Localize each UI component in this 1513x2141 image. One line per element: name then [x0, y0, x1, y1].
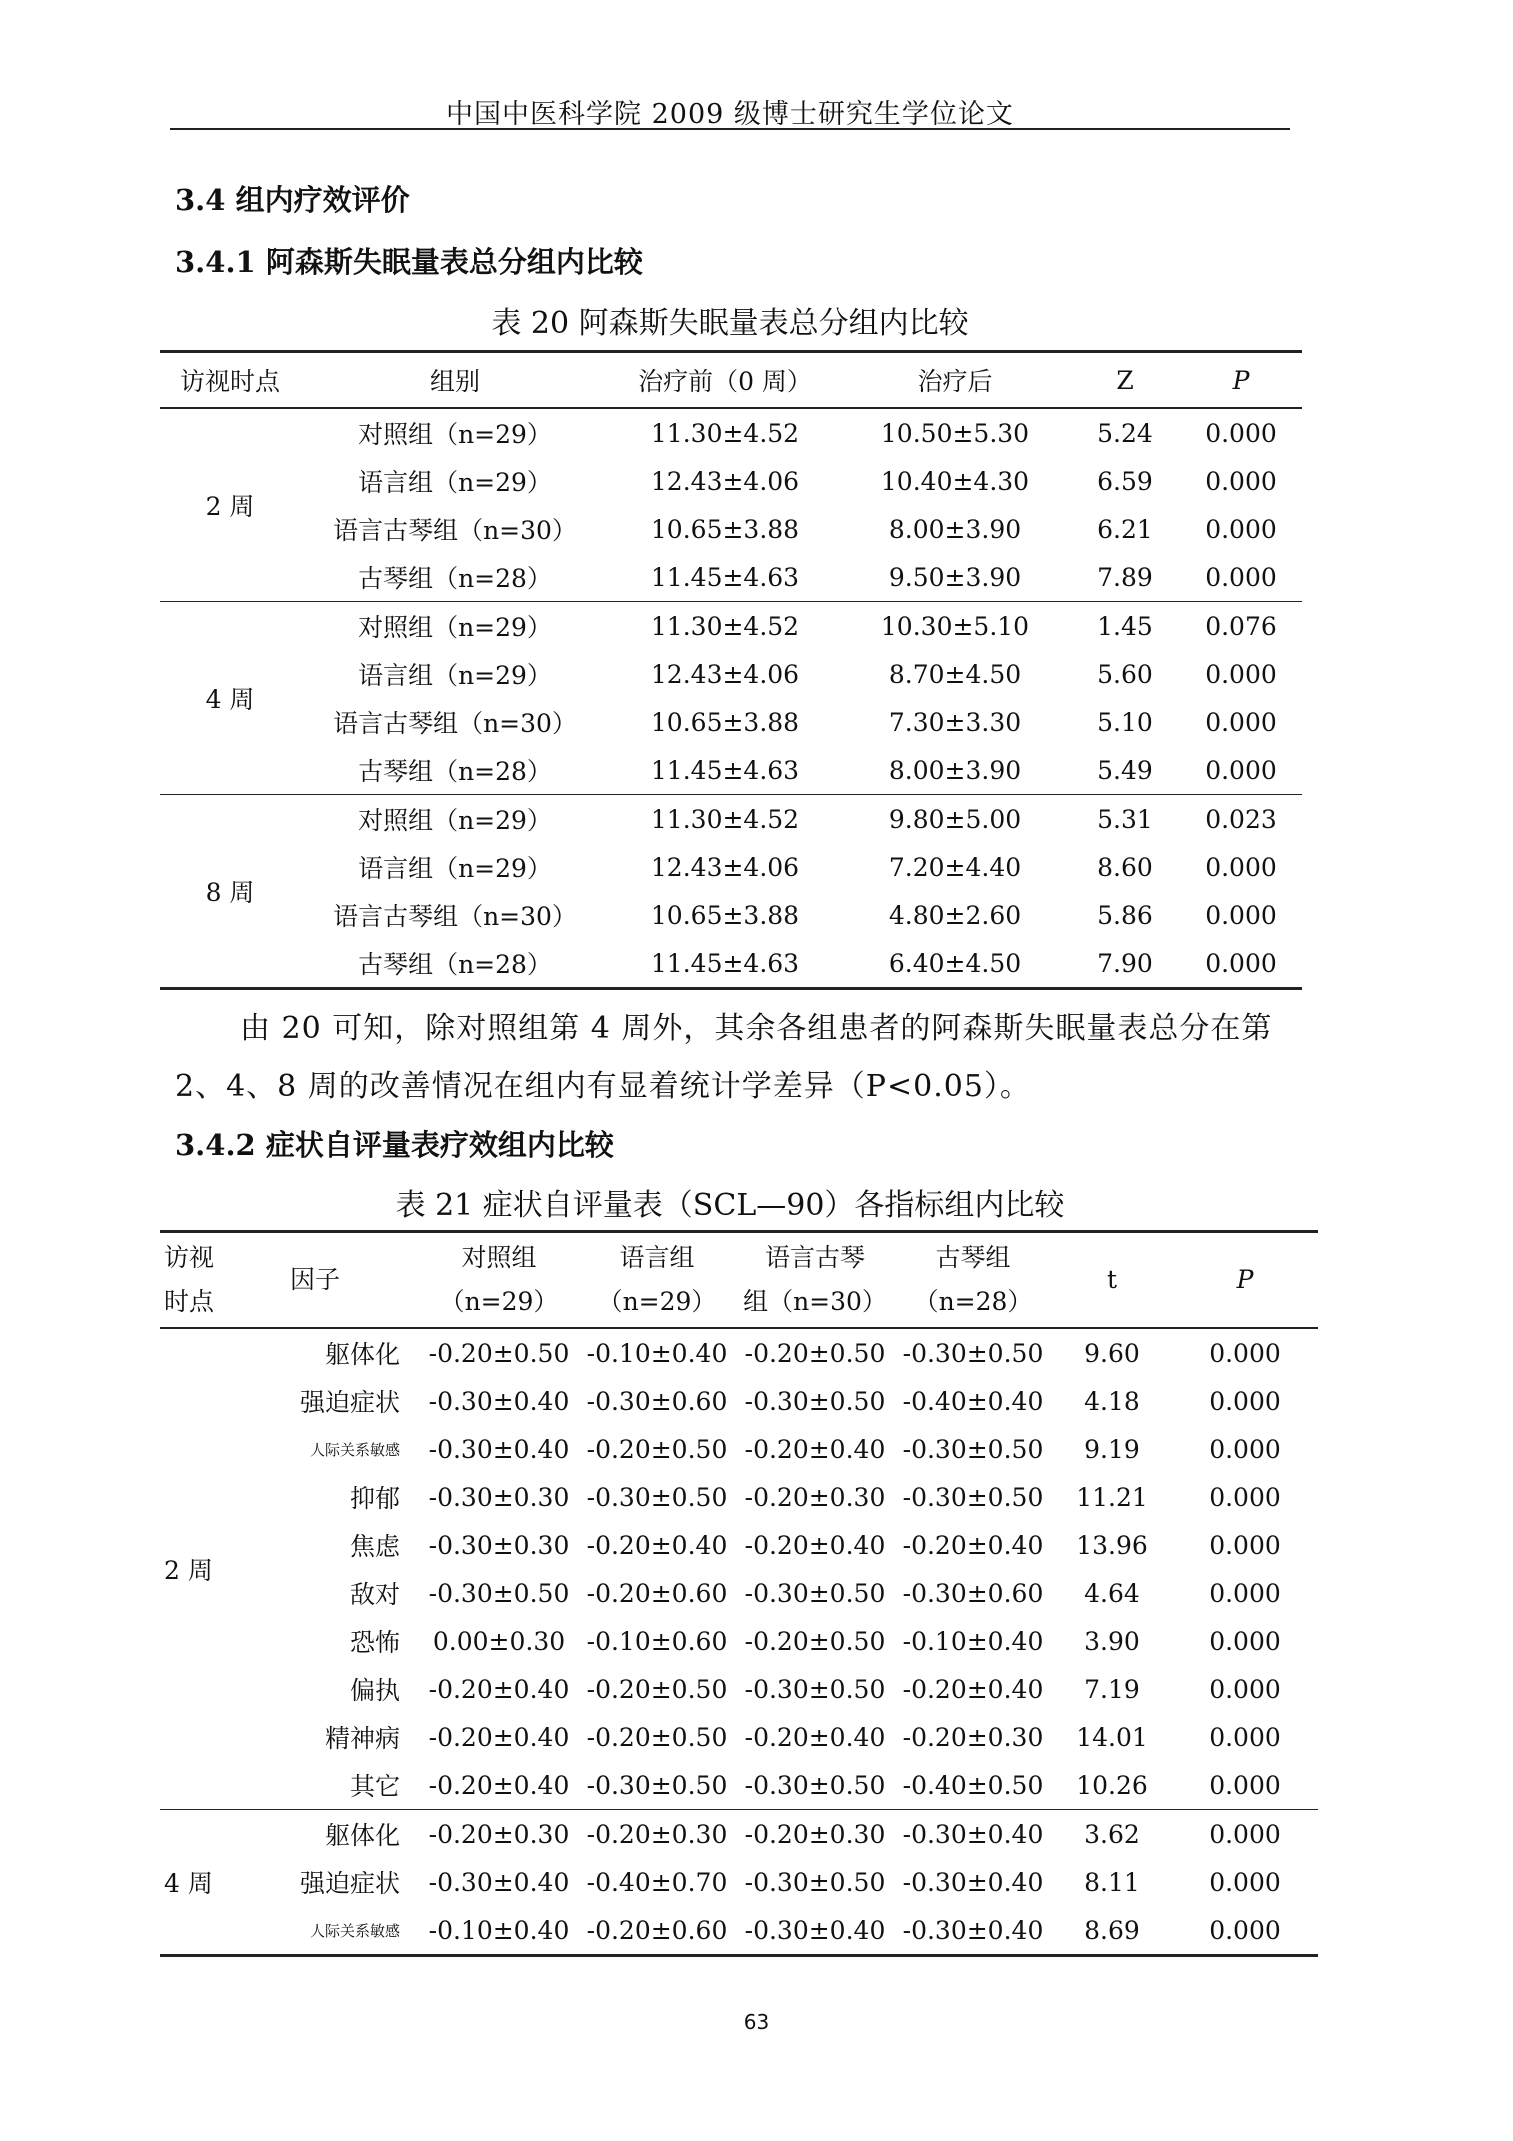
table-20-block-8w: [160, 795, 1302, 989]
p-cell: 0.000: [1209, 1915, 1281, 1945]
guqin-cell: -0.10±0.40: [902, 1626, 1044, 1656]
after-cell: 10.40±4.30: [880, 466, 1030, 496]
guqin-cell: -0.40±0.40: [902, 1386, 1044, 1416]
control-cell: -0.20±0.40: [428, 1674, 570, 1704]
p-cell: 0.000: [1205, 659, 1277, 689]
language-cell: -0.30±0.50: [586, 1482, 728, 1512]
table-row: [160, 1328, 1318, 1377]
before-cell: 12.43±4.06: [650, 852, 800, 882]
before-cell: 11.45±4.63: [650, 755, 800, 785]
control-cell: 0.00±0.30: [432, 1626, 566, 1656]
table-row: [160, 457, 1302, 505]
language-cell: -0.10±0.60: [586, 1626, 728, 1656]
table-row: [160, 746, 1302, 795]
t-cell: 9.60: [1084, 1338, 1140, 1368]
visit-cell: 8 周: [160, 795, 300, 989]
header-langqin-line2: 组（n=30）: [743, 1287, 887, 1316]
control-cell: -0.20±0.40: [428, 1770, 570, 1800]
header-control: [420, 1232, 578, 1329]
factor-cell: 强迫症状: [299, 1388, 400, 1417]
langqin-cell: -0.20±0.30: [744, 1482, 886, 1512]
langqin-cell: -0.20±0.40: [744, 1434, 886, 1464]
before-cell: 10.65±3.88: [650, 900, 800, 930]
group-cell: 语言组（n=29）: [358, 468, 552, 497]
p-cell: 0.076: [1180, 602, 1302, 651]
before-cell: 11.45±4.63: [650, 948, 800, 978]
langqin-cell: -0.30±0.50: [744, 1770, 886, 1800]
z-cell: 8.60: [1097, 852, 1153, 882]
guqin-cell: -0.30±0.40: [902, 1867, 1044, 1897]
p-cell: 0.000: [1205, 707, 1277, 737]
after-cell: 9.80±5.00: [840, 795, 1070, 844]
table-20-block-2w: [160, 408, 1302, 602]
before-cell: 11.30±4.52: [610, 602, 840, 651]
t-cell: 7.19: [1084, 1674, 1140, 1704]
t-cell: 3.62: [1052, 1810, 1172, 1859]
z-cell: 5.10: [1097, 707, 1153, 737]
header-p: P: [1172, 1232, 1318, 1329]
header-t: t: [1052, 1232, 1172, 1329]
after-cell: 10.50±5.30: [880, 418, 1030, 448]
language-cell: -0.20±0.50: [586, 1722, 728, 1752]
after-cell: 6.40±4.50: [888, 948, 1022, 978]
group-cell: 语言古琴组（n=30）: [333, 709, 577, 738]
p-cell: 0.000: [1205, 755, 1277, 785]
factor-cell: 恐怖: [349, 1628, 400, 1657]
after-cell: 8.00±3.90: [888, 755, 1022, 785]
group-cell: 语言组（n=29）: [358, 661, 552, 690]
language-cell: -0.20±0.50: [586, 1434, 728, 1464]
langqin-cell: -0.20±0.30: [736, 1810, 894, 1859]
table-row: [160, 1713, 1318, 1761]
language-cell: -0.20±0.60: [586, 1578, 728, 1608]
guqin-cell: -0.30±0.40: [902, 1915, 1044, 1945]
t-cell: 4.64: [1084, 1578, 1140, 1608]
p-cell: 0.000: [1205, 852, 1277, 882]
table-header-row: [160, 1232, 1318, 1329]
p-cell: 0.000: [1209, 1674, 1281, 1704]
table-row: [160, 843, 1302, 891]
table-row: [160, 795, 1302, 844]
t-cell: 13.96: [1076, 1530, 1148, 1560]
language-cell: -0.20±0.60: [586, 1915, 728, 1945]
table-21: [160, 1230, 1318, 1957]
before-cell: 11.30±4.52: [650, 418, 800, 448]
table-20: [160, 350, 1302, 990]
t-cell: 8.69: [1084, 1915, 1140, 1945]
control-cell: -0.30±0.30: [428, 1482, 570, 1512]
header-language-line2: （n=29）: [597, 1287, 717, 1316]
group-cell: 古琴组（n=28）: [358, 564, 552, 593]
guqin-cell: -0.40±0.50: [902, 1770, 1044, 1800]
table-row: [160, 1521, 1318, 1569]
header-after: 治疗后: [840, 352, 1070, 409]
table-row: [160, 1377, 1318, 1425]
table-row: [160, 1761, 1318, 1810]
p-cell: 0.000: [1205, 418, 1277, 448]
factor-cell: 焦虑: [349, 1532, 400, 1561]
p-cell: 0.000: [1172, 1810, 1318, 1859]
header-guqin-line2: （n=28）: [913, 1287, 1033, 1316]
table-row: [160, 939, 1302, 989]
header-rule: [170, 128, 1290, 130]
header-langqin: [736, 1232, 894, 1329]
running-head: 中国中医科学院 2009 级博士研究生学位论文: [446, 99, 1014, 130]
langqin-cell: -0.20±0.50: [744, 1626, 886, 1656]
page-number: 63: [743, 2010, 770, 2034]
after-cell: 8.70±4.50: [888, 659, 1022, 689]
table-row: [160, 698, 1302, 746]
group-cell: 古琴组（n=28）: [358, 950, 552, 979]
p-cell: 0.000: [1209, 1434, 1281, 1464]
header-language-line1: 语言组: [619, 1243, 695, 1272]
factor-cell: 人际关系敏感: [309, 1440, 400, 1459]
langqin-cell: -0.20±0.40: [744, 1722, 886, 1752]
guqin-cell: -0.20±0.40: [902, 1674, 1044, 1704]
control-cell: -0.30±0.30: [428, 1530, 570, 1560]
p-cell: 0.000: [1209, 1338, 1281, 1368]
langqin-cell: -0.30±0.50: [744, 1578, 886, 1608]
p-cell: 0.000: [1205, 562, 1277, 592]
visit-cell: 4 周: [160, 602, 300, 795]
visit-cell: 2 周: [164, 1556, 213, 1585]
factor-cell: 其它: [349, 1772, 400, 1801]
header-visit: [160, 1232, 250, 1329]
p-cell: 0.023: [1180, 795, 1302, 844]
control-cell: -0.30±0.40: [428, 1867, 570, 1897]
header-guqin-line1: 古琴组: [935, 1243, 1011, 1272]
langqin-cell: -0.20±0.40: [744, 1530, 886, 1560]
after-cell: 7.30±3.30: [888, 707, 1022, 737]
control-cell: -0.10±0.40: [428, 1915, 570, 1945]
section-title: 组内疗效评价: [235, 183, 410, 217]
table-row: [160, 1665, 1318, 1713]
factor-cell: 躯体化: [324, 1340, 400, 1369]
z-cell: 1.45: [1070, 602, 1180, 651]
p-cell: 0.000: [1209, 1482, 1281, 1512]
visit-cell: 2 周: [205, 492, 255, 521]
p-cell: 0.000: [1205, 900, 1277, 930]
table-header-row: [160, 352, 1302, 409]
visit-cell: 4 周: [160, 1810, 250, 1956]
language-cell: -0.10±0.40: [586, 1338, 728, 1368]
before-cell: 11.30±4.52: [610, 795, 840, 844]
table-row: [160, 408, 1302, 457]
p-cell: 0.000: [1209, 1530, 1281, 1560]
table-row: [160, 650, 1302, 698]
guqin-cell: -0.30±0.60: [902, 1578, 1044, 1608]
factor-cell: 躯体化: [250, 1810, 420, 1859]
z-cell: 5.24: [1097, 418, 1153, 448]
language-cell: -0.20±0.30: [578, 1810, 736, 1859]
guqin-cell: -0.20±0.40: [902, 1530, 1044, 1560]
factor-cell: 偏执: [349, 1676, 400, 1705]
p-cell: 0.000: [1209, 1770, 1281, 1800]
factor-cell: 人际关系敏感: [309, 1921, 400, 1940]
language-cell: -0.20±0.40: [586, 1530, 728, 1560]
language-cell: -0.40±0.70: [586, 1867, 728, 1897]
language-cell: -0.30±0.50: [586, 1770, 728, 1800]
t-cell: 4.18: [1084, 1386, 1140, 1416]
header-group: 组别: [300, 352, 610, 409]
header-langqin-line1: 语言古琴: [764, 1243, 865, 1272]
before-cell: 11.45±4.63: [650, 562, 800, 592]
langqin-cell: -0.30±0.50: [744, 1867, 886, 1897]
p-cell: 0.000: [1205, 948, 1277, 978]
factor-cell: 敌对: [349, 1580, 400, 1609]
guqin-cell: -0.30±0.50: [902, 1434, 1044, 1464]
header-visit-line1: 访视: [164, 1243, 215, 1272]
header-language: [578, 1232, 736, 1329]
paragraph-line-1: 由 20 可知，除对照组第 4 周外，其余各组患者的阿森斯失眠量表总分在第: [240, 1011, 1273, 1046]
factor-cell: 精神病: [324, 1724, 400, 1753]
t-cell: 14.01: [1076, 1722, 1148, 1752]
table-row: [160, 1810, 1318, 1859]
z-cell: 6.21: [1097, 514, 1153, 544]
header-control-line1: 对照组: [461, 1243, 537, 1272]
table-row: [160, 1858, 1318, 1906]
langqin-cell: -0.30±0.50: [744, 1386, 886, 1416]
table-20-caption: 表 20 阿森斯失眠量表总分组内比较: [491, 306, 969, 341]
langqin-cell: -0.30±0.40: [744, 1915, 886, 1945]
table-21-caption: 表 21 症状自评量表（SCL—90）各指标组内比较: [395, 1188, 1065, 1223]
z-cell: 5.86: [1097, 900, 1153, 930]
subsection-title: 症状自评量表疗效组内比较: [265, 1128, 614, 1162]
p-cell: 0.000: [1209, 1626, 1281, 1656]
control-cell: -0.30±0.40: [428, 1386, 570, 1416]
t-cell: 8.11: [1084, 1867, 1140, 1897]
before-cell: 12.43±4.06: [650, 659, 800, 689]
langqin-cell: -0.20±0.50: [744, 1338, 886, 1368]
z-cell: 5.60: [1097, 659, 1153, 689]
subsection-heading-2: [175, 1123, 614, 1164]
group-cell: 语言组（n=29）: [358, 854, 552, 883]
group-cell: 对照组（n=29）: [358, 420, 552, 449]
p-cell: 0.000: [1209, 1578, 1281, 1608]
after-cell: 9.50±3.90: [888, 562, 1022, 592]
t-cell: 10.26: [1076, 1770, 1148, 1800]
p-cell: 0.000: [1205, 466, 1277, 496]
control-cell: -0.20±0.50: [428, 1338, 570, 1368]
table-row: [160, 1906, 1318, 1956]
language-cell: -0.30±0.60: [586, 1386, 728, 1416]
subsection-heading-1: [175, 240, 643, 281]
table-row: [160, 891, 1302, 939]
p-cell: 0.000: [1205, 514, 1277, 544]
group-cell: 语言古琴组（n=30）: [333, 902, 577, 931]
table-row: [160, 1569, 1318, 1617]
table-21-block-2w: [160, 1328, 1318, 1810]
control-cell: -0.30±0.40: [428, 1434, 570, 1464]
z-cell: 6.59: [1097, 466, 1153, 496]
table-row: [160, 553, 1302, 602]
z-cell: 7.90: [1097, 948, 1153, 978]
table-row: [160, 1425, 1318, 1473]
subsection-number: 3.4.1: [175, 245, 256, 279]
subsection-number: 3.4.2: [175, 1128, 256, 1162]
p-cell: 0.000: [1209, 1386, 1281, 1416]
factor-cell: 强迫症状: [299, 1869, 400, 1898]
guqin-cell: -0.30±0.50: [902, 1338, 1044, 1368]
after-cell: 10.30±5.10: [840, 602, 1070, 651]
guqin-cell: -0.30±0.40: [894, 1810, 1052, 1859]
subsection-title: 阿森斯失眠量表总分组内比较: [265, 245, 643, 279]
t-cell: 11.21: [1076, 1482, 1148, 1512]
header-before: 治疗前（0 周）: [610, 352, 840, 409]
language-cell: -0.20±0.50: [586, 1674, 728, 1704]
section-heading: [175, 178, 410, 219]
table-row: [160, 505, 1302, 553]
header-control-line2: （n=29）: [439, 1287, 559, 1316]
header-guqin: [894, 1232, 1052, 1329]
control-cell: -0.30±0.50: [428, 1578, 570, 1608]
group-cell: 对照组（n=29）: [300, 602, 610, 651]
langqin-cell: -0.30±0.50: [744, 1674, 886, 1704]
group-cell: 语言古琴组（n=30）: [333, 516, 577, 545]
table-20-block-4w: [160, 602, 1302, 795]
before-cell: 10.65±3.88: [650, 707, 800, 737]
header-visit: 访视时点: [160, 352, 300, 409]
control-cell: -0.20±0.30: [420, 1810, 578, 1859]
factor-cell: 抑郁: [349, 1484, 400, 1513]
header-visit-line2: 时点: [164, 1287, 215, 1316]
z-cell: 5.31: [1070, 795, 1180, 844]
guqin-cell: -0.30±0.50: [902, 1482, 1044, 1512]
table-row: [160, 1473, 1318, 1521]
p-cell: 0.000: [1209, 1867, 1281, 1897]
header-p: P: [1180, 352, 1302, 409]
after-cell: 8.00±3.90: [888, 514, 1022, 544]
table-row: [160, 1617, 1318, 1665]
group-cell: 对照组（n=29）: [300, 795, 610, 844]
guqin-cell: -0.20±0.30: [902, 1722, 1044, 1752]
after-cell: 4.80±2.60: [888, 900, 1022, 930]
before-cell: 10.65±3.88: [650, 514, 800, 544]
section-number: 3.4: [175, 183, 226, 217]
before-cell: 12.43±4.06: [650, 466, 800, 496]
after-cell: 7.20±4.40: [888, 852, 1022, 882]
group-cell: 古琴组（n=28）: [358, 757, 552, 786]
z-cell: 7.89: [1097, 562, 1153, 592]
t-cell: 3.90: [1084, 1626, 1140, 1656]
p-cell: 0.000: [1209, 1722, 1281, 1752]
header-z: Z: [1070, 352, 1180, 409]
t-cell: 9.19: [1084, 1434, 1140, 1464]
paragraph-line-2: 2、4、8 周的改善情况在组内有显着统计学差异（P<0.05）。: [175, 1069, 1031, 1104]
table-row: [160, 602, 1302, 651]
control-cell: -0.20±0.40: [428, 1722, 570, 1752]
table-21-block-4w: [160, 1810, 1318, 1956]
z-cell: 5.49: [1097, 755, 1153, 785]
header-factor: 因子: [250, 1232, 420, 1329]
